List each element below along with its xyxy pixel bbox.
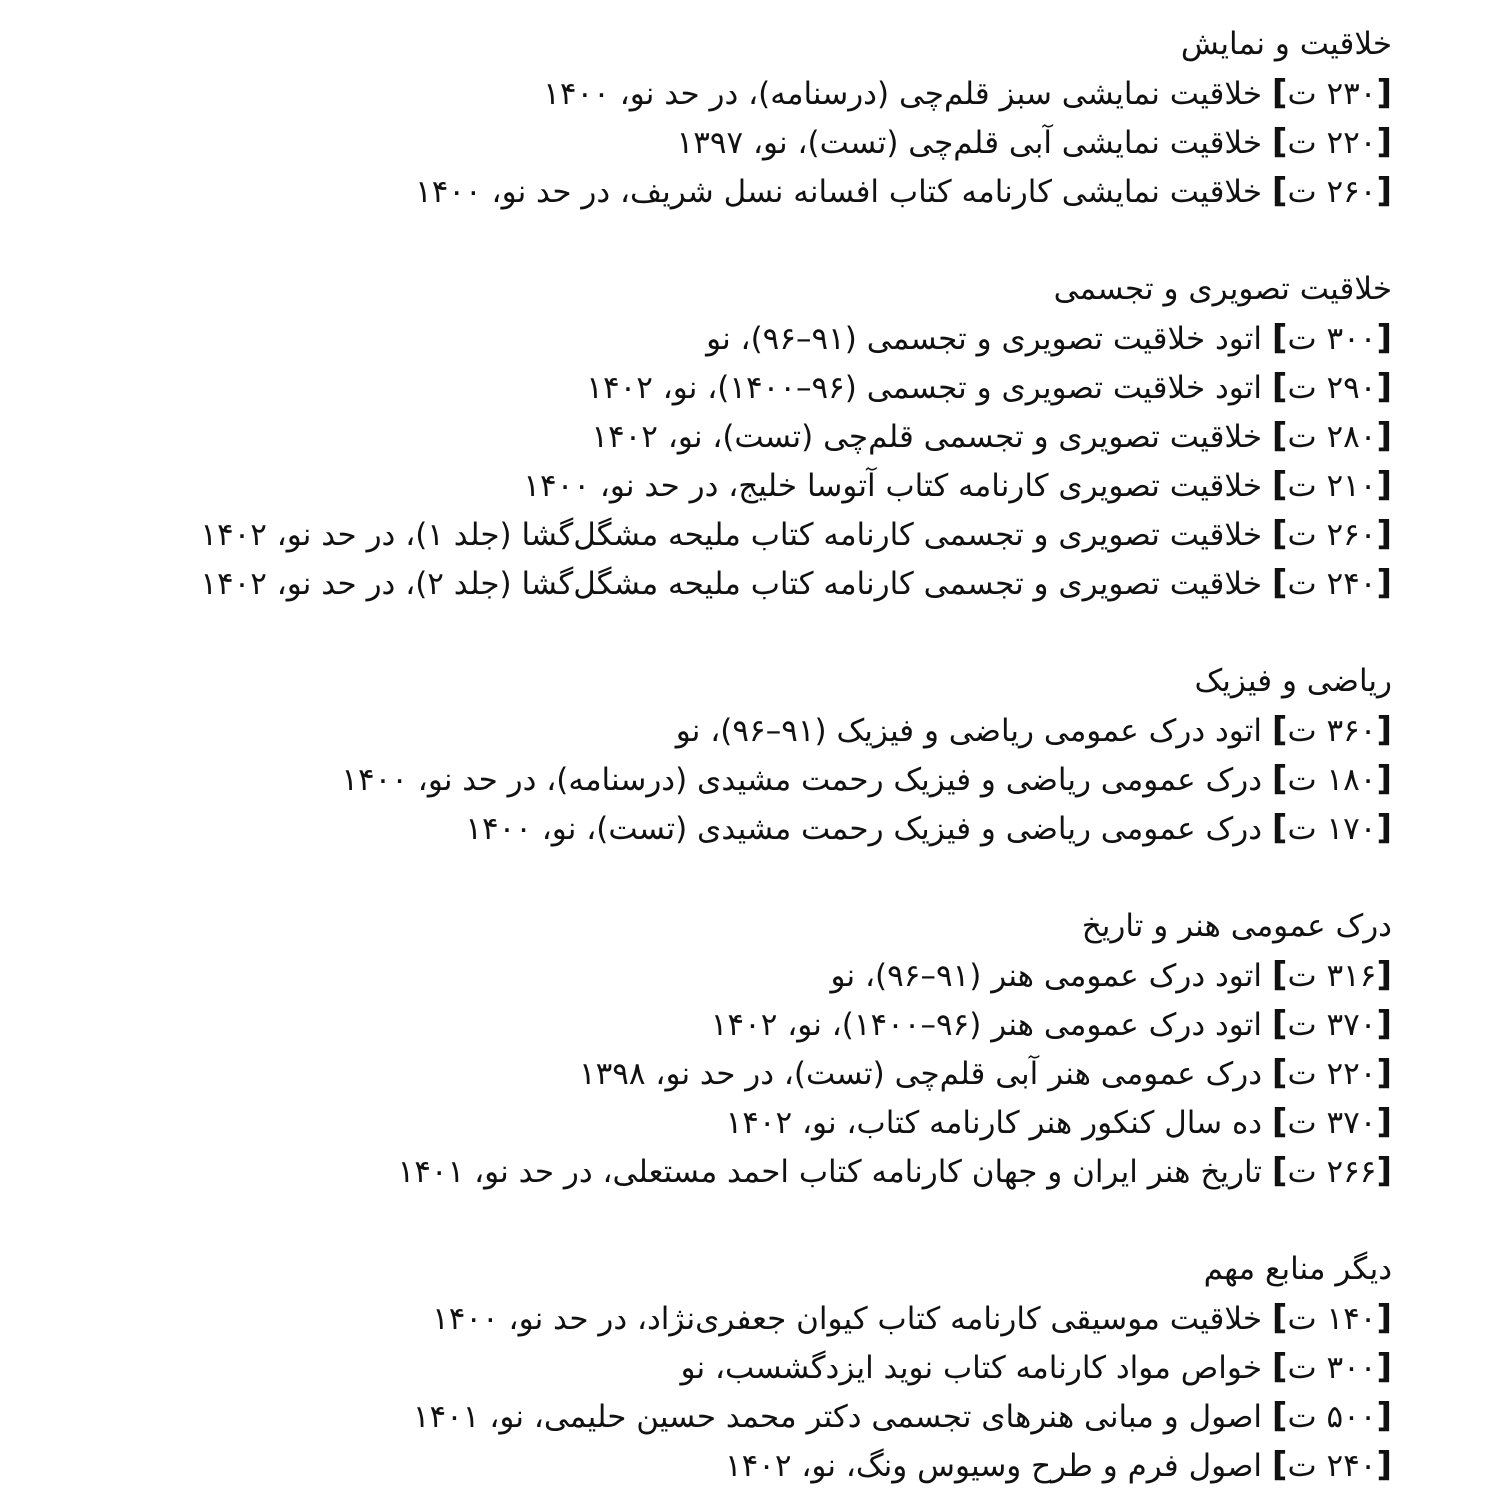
bracket-open: [ <box>1376 514 1392 554</box>
list-item <box>40 412 1392 461</box>
bracket-close: ] <box>1271 318 1288 358</box>
bracket-close: ] <box>1271 1102 1288 1142</box>
list-item <box>40 1098 1392 1147</box>
section <box>40 1245 1392 1490</box>
list-item <box>40 461 1392 510</box>
item-price: ۲۶۰ ت <box>1287 517 1377 553</box>
bracket-close: ] <box>1271 710 1288 750</box>
item-price: ۳۷۰ ت <box>1287 1007 1377 1043</box>
item-text: اتود خلاقیت تصویری و تجسمی (۹۱–۹۶)، نو <box>706 321 1263 357</box>
list-item <box>40 1049 1392 1098</box>
bracket-open: [ <box>1376 122 1392 162</box>
item-price: ۲۶۰ ت <box>1287 174 1377 210</box>
bracket-open: [ <box>1376 1053 1392 1093</box>
list-item <box>40 69 1392 118</box>
bracket-open: [ <box>1376 1347 1392 1387</box>
item-text: اتود درک عمومی هنر (۹۶–۱۴۰۰)، نو، ۱۴۰۲ <box>710 1007 1263 1043</box>
item-price: ۲۹۰ ت <box>1287 370 1377 406</box>
list-item <box>40 1392 1392 1441</box>
item-price: ۱۴۰ ت <box>1287 1301 1377 1337</box>
bracket-close: ] <box>1271 514 1288 554</box>
bracket-open: [ <box>1376 759 1392 799</box>
list-item <box>40 755 1392 804</box>
bracket-close: ] <box>1271 171 1288 211</box>
item-text: خلاقیت تصویری و تجسمی کارنامه کتاب ملیحه مشگل‌گشا (جلد ۱)، در حد نو، ۱۴۰۲ <box>200 517 1263 553</box>
item-text: خلاقیت نمایشی سبز قلم‌چی (درسنامه)، در حد نو، ۱۴۰۰ <box>543 76 1263 112</box>
section <box>40 657 1392 853</box>
bracket-open: [ <box>1376 1102 1392 1142</box>
item-price: ۲۴۰ ت <box>1287 566 1377 602</box>
item-price: ۳۰۰ ت <box>1287 321 1377 357</box>
item-text: خلاقیت نمایشی آبی قلم‌چی (تست)، نو، ۱۳۹۷ <box>676 125 1263 161</box>
item-text: خلاقیت تصویری و تجسمی کارنامه کتاب ملیحه مشگل‌گشا (جلد ۲)، در حد نو، ۱۴۰۲ <box>200 566 1263 602</box>
bracket-close: ] <box>1271 955 1288 995</box>
item-text: اتود درک عمومی هنر (۹۱–۹۶)، نو <box>830 958 1263 994</box>
bracket-open: [ <box>1376 1004 1392 1044</box>
item-text: اتود درک عمومی ریاضی و فیزیک (۹۱–۹۶)، نو <box>675 713 1263 749</box>
item-text: خلاقیت تصویری کارنامه کتاب آتوسا خلیج، در حد نو، ۱۴۰۰ <box>523 468 1263 504</box>
bracket-open: [ <box>1376 171 1392 211</box>
bracket-open: [ <box>1376 710 1392 750</box>
item-text: اصول و مبانی هنرهای تجسمی دکتر محمد حسین حلیمی، نو، ۱۴۰۱ <box>412 1399 1263 1435</box>
bracket-open: [ <box>1376 1151 1392 1191</box>
section <box>40 265 1392 608</box>
list-item <box>40 706 1392 755</box>
list-item <box>40 804 1392 853</box>
section <box>40 20 1392 216</box>
item-price: ۲۱۰ ت <box>1287 468 1377 504</box>
list-item <box>40 167 1392 216</box>
item-price: ۲۲۰ ت <box>1287 1056 1377 1092</box>
section-title: درک عمومی هنر و تاریخ <box>1081 908 1392 944</box>
item-price: ۳۷۰ ت <box>1287 1105 1377 1141</box>
bracket-close: ] <box>1271 367 1288 407</box>
item-price: ۲۸۰ ت <box>1287 419 1377 455</box>
bracket-close: ] <box>1271 1151 1288 1191</box>
bracket-open: [ <box>1376 1298 1392 1338</box>
item-price: ۲۶۶ ت <box>1287 1154 1377 1190</box>
list-item <box>40 1000 1392 1049</box>
bracket-close: ] <box>1271 1347 1288 1387</box>
bracket-close: ] <box>1271 759 1288 799</box>
section-title: ریاضی و فیزیک <box>1194 663 1392 699</box>
bracket-close: ] <box>1271 563 1288 603</box>
list-item <box>40 1147 1392 1196</box>
bracket-close: ] <box>1271 1396 1288 1436</box>
list-item <box>40 510 1392 559</box>
bracket-close: ] <box>1271 416 1288 456</box>
bracket-open: [ <box>1376 465 1392 505</box>
section-title: خلاقیت و نمایش <box>1180 26 1392 62</box>
item-price: ۳۶۰ ت <box>1287 713 1377 749</box>
section-title: خلاقیت تصویری و تجسمی <box>1053 271 1392 307</box>
bracket-close: ] <box>1271 1004 1288 1044</box>
item-text: درک عمومی هنر آبی قلم‌چی (تست)، در حد نو، ۱۳۹۸ <box>578 1056 1263 1092</box>
list-item <box>40 559 1392 608</box>
item-price: ۱۸۰ ت <box>1287 762 1377 798</box>
bracket-close: ] <box>1271 808 1288 848</box>
list-item <box>40 363 1392 412</box>
item-price: ۳۰۰ ت <box>1287 1350 1377 1386</box>
bracket-close: ] <box>1271 1298 1288 1338</box>
bracket-open: [ <box>1376 367 1392 407</box>
list-item <box>40 118 1392 167</box>
list-item <box>40 951 1392 1000</box>
item-text: خواص مواد کارنامه کتاب نوید ایزدگشسب، نو <box>680 1350 1263 1386</box>
list-item <box>40 1294 1392 1343</box>
bracket-close: ] <box>1271 1053 1288 1093</box>
bracket-close: ] <box>1271 73 1288 113</box>
section-title: دیگر منابع مهم <box>1203 1251 1392 1287</box>
list-item <box>40 314 1392 363</box>
bracket-open: [ <box>1376 1445 1392 1485</box>
item-text: خلاقیت نمایشی کارنامه کتاب افسانه نسل شریف، در حد نو، ۱۴۰۰ <box>415 174 1263 210</box>
item-text: درک عمومی ریاضی و فیزیک رحمت مشیدی (درسنامه)، در حد نو، ۱۴۰۰ <box>341 762 1263 798</box>
item-price: ۲۴۰ ت <box>1287 1448 1377 1484</box>
item-price: ۲۳۰ ت <box>1287 76 1377 112</box>
list-item <box>40 1343 1392 1392</box>
item-price: ۵۰۰ ت <box>1287 1399 1377 1435</box>
bracket-open: [ <box>1376 318 1392 358</box>
bracket-open: [ <box>1376 808 1392 848</box>
item-price: ۲۲۰ ت <box>1287 125 1377 161</box>
item-text: اتود خلاقیت تصویری و تجسمی (۹۶–۱۴۰۰)، نو، ۱۴۰۲ <box>586 370 1263 406</box>
bracket-open: [ <box>1376 416 1392 456</box>
bracket-close: ] <box>1271 122 1288 162</box>
bracket-open: [ <box>1376 73 1392 113</box>
item-text: ده سال کنکور هنر کارنامه کتاب، نو، ۱۴۰۲ <box>725 1105 1263 1141</box>
bracket-close: ] <box>1271 465 1288 505</box>
item-text: تاریخ هنر ایران و جهان کارنامه کتاب احمد مستعلی، در حد نو، ۱۴۰۱ <box>397 1154 1263 1190</box>
bracket-open: [ <box>1376 955 1392 995</box>
item-text: خلاقیت موسیقی کارنامه کتاب کیوان جعفری‌نژاد، در حد نو، ۱۴۰۰ <box>432 1301 1263 1337</box>
bracket-open: [ <box>1376 1396 1392 1436</box>
item-price: ۳۱۶ ت <box>1287 958 1377 994</box>
item-text: اصول فرم و طرح وسیوس ونگ، نو، ۱۴۰۲ <box>724 1448 1263 1484</box>
list-item <box>40 1441 1392 1490</box>
section <box>40 902 1392 1196</box>
bracket-open: [ <box>1376 563 1392 603</box>
bracket-close: ] <box>1271 1445 1288 1485</box>
item-text: درک عمومی ریاضی و فیزیک رحمت مشیدی (تست)، نو، ۱۴۰۰ <box>465 811 1263 847</box>
item-text: خلاقیت تصویری و تجسمی قلم‌چی (تست)، نو، ۱۴۰۲ <box>591 419 1263 455</box>
item-price: ۱۷۰ ت <box>1287 811 1377 847</box>
